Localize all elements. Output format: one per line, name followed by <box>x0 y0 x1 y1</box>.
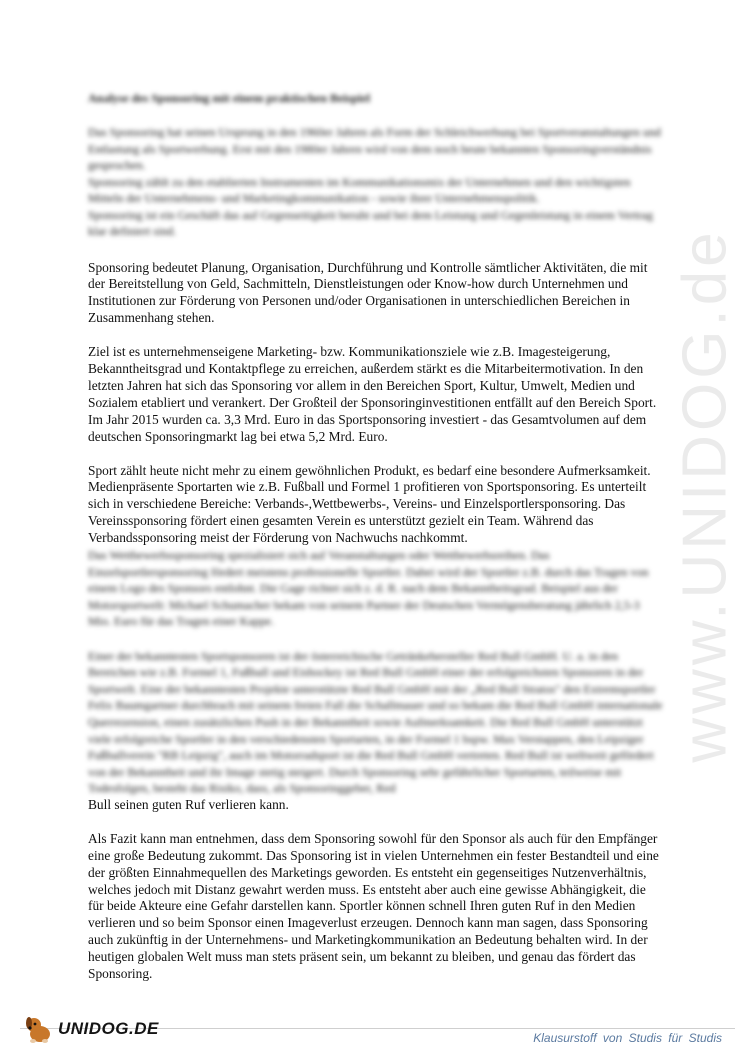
dog-icon <box>24 1014 54 1044</box>
paragraph-sport-blurred: Das Wettbewerbssponsoring spezialisiert sich auf Veranstaltungen oder Wettbewerbsreihen. Das Einzelsportlersponsoring fördert meistens professionelle Sportler. Dabei wird der Sportler z.B. durch das Tragen von einem Logo des Sponsors entlohnt. Die Gage richtet sich z. d. R. nach dem Bekanntheitsgrad. Beispiel aus der Motorsportwelt: Michael Schumacher bekam von seinem Partner der Deutschen Vermögensberatung jährlich 2,5-3 Mio. Euro für das Tragen einer Kappe. <box>88 548 649 629</box>
footer-claim: Klausurstoff von Studis für Studis <box>533 1031 722 1045</box>
watermark <box>665 227 745 763</box>
intro-paragraph: Das Sponsoring hat seinen Ursprung in den 1960er Jahren als Form der Schleichwerbung bei Sportveranstaltungen und Entlastung als Sportwerbung. Erst mit den 1980er Jahren wird von dem noch heute bekannten Sponsoringverständnis gesprochen. <box>88 125 661 172</box>
document-title: Analyse des Sponsoring mit einem praktischen Beispiel <box>88 91 371 105</box>
intro-paragraph: Sponsoring ist ein Geschäft das auf Gegenseitigkeit beruht und bei dem Leistung und Gegenleistung in einem Vertrag klar definiert sind. <box>88 207 653 238</box>
unidog-logo <box>24 1012 159 1046</box>
paragraph-goals: Ziel ist es unternehmenseigene Marketing- bzw. Kommunikationsziele wie z.B. Imagesteigerung, Bekanntheitsgrad und Kontaktpflege zu erreichen, außerdem stärkt es die Mitarbeitermotivation. In den letzten Jahren hat sich das Sponsoring vor allem in den Bereichen Sport, Kultur, Umwelt, Medien und Sozialem etabliert und verankert. Der Großteil der Sponsoringinvestitionen entfällt auf den Bereich Sport. Im Jahr 2015 wurden ca. 3,3 Mrd. Euro in das Sportsponsoring investiert - das Gesamtvolumen auf dem deutschen Sponsoringmarkt lag bei etwa 5,2 Mrd. Euro. <box>88 344 657 444</box>
logo-text: UNIDOG.DE <box>58 1019 159 1038</box>
paragraph-sport: Sport zählt heute nicht mehr zu einem gewöhnlichen Produkt, es bedarf eine besondere Aufmerksamkeit. Medienpräsente Sportarten wie z.B. Fußball und Formel 1 profitieren von Sportsponsoring. Es unterteilt sich in verschiedene Bereiche: Verbands-,Wettbewerbs-, Vereins- und Einzelsportlersponsoring. Das Vereinssponsoring fördert einen gesamten Verein es unterstützt gezielt ein Team. Während das Verbandssponsoring meist der Förderung von Nachwuchs nachkommt. <box>88 462 651 546</box>
paragraph-redbull-tail: Bull seinen guten Ruf verlieren kann. <box>88 796 289 812</box>
document-body <box>88 90 663 1000</box>
paragraph-conclusion: Als Fazit kann man entnehmen, dass dem Sponsoring sowohl für den Sponsor als auch für den Empfänger eine große Bedeutung zukommt. Das Sponsoring ist in vielen Unternehmen ein fester Bestandteil und eine der größten Einnahmequellen des Marketings geworden. Es entsteht ein gegenseitiges Nutzenverhältnis, welches jedoch mit Distanz gewahrt werden muss. Es entsteht aber auch eine gewisse Abhängigkeit, die für beide Akteure eine Gefahr darstellen kann. Sportler können schnell Ihren guten Ruf in den Medien verlieren und so beim Sponsor einen Imageverlust erzeugen. Dennoch kann man sagen, dass Sponsoring auch zukünftig in der Unternehmens- und Marketingkommunikation an Bedeutung behalten wird. In der heutigen globalen Welt muss man stets präsent sein, um bekannt zu bleiben, und genau das fördert das Sponsoring. <box>88 830 659 982</box>
watermark-text: www.UNIDOG.de <box>670 227 740 763</box>
intro-blurred-block <box>88 124 663 240</box>
paragraph-definition: Sponsoring bedeutet Planung, Organisation, Durchführung und Kontrolle sämtlicher Aktivitäten, die mit der Bereitstellung von Geld, Sachmitteln, Dienstleistungen oder Know-how durch Unternehmen und Institutionen zur Förderung von Personen und/oder Organisationen in unterschiedlichen Bereichen in Zusammenhang stehen. <box>88 259 648 326</box>
paragraph-redbull-blurred: Einer der bekanntesten Sportsponsoren ist der österreichische Getränkehersteller Red Bull GmbH. U. a. in den Bereichen wie z.B. Formel 1, Fußball und Eishockey ist Red Bull GmbH einer der erfolgreichsten Sponsoren in der Sportwelt. Eine der bekanntesten Projekte unterstützte Red Bull GmbH mit der „Red Bull Stratos" den Extremsportler Felix Baumgartner durchbrach mit seinem freien Fall die Schallmauer und so bekam die Red Bull GmbH internationale Querrezension, einen zusätzlichen Push in der Bekanntheit sowie Aufmerksamkeit. Die Red Bull GmbH unterstützt viele erfolgreiche Sportler in den verschiedensten Sportarten, in der Formel 1 bspw. Max Verstappen, den Leipziger Fußballverein "RB Leipzig", auch im Motorradsport ist die Red Bull GmbH vertreten. Red Bull ist weltweit gefördert von der Bekanntheit und ihr Image stetig steigert. Durch Sponsoring sehr gefährlicher Sportarten, teilweise mit Todesfolgen, besteht das Risiko, dass, als Sponsoringgeber, Red <box>88 648 663 796</box>
intro-paragraph: Sponsoring zählt zu den etablierten Instrumenten im Kommunikationsmix der Unternehmen und den wichtigsten Mitteln der Unternehmens- und Marketingkommunikation - sowie ihrer Unternehmenspolitik. <box>88 174 631 205</box>
